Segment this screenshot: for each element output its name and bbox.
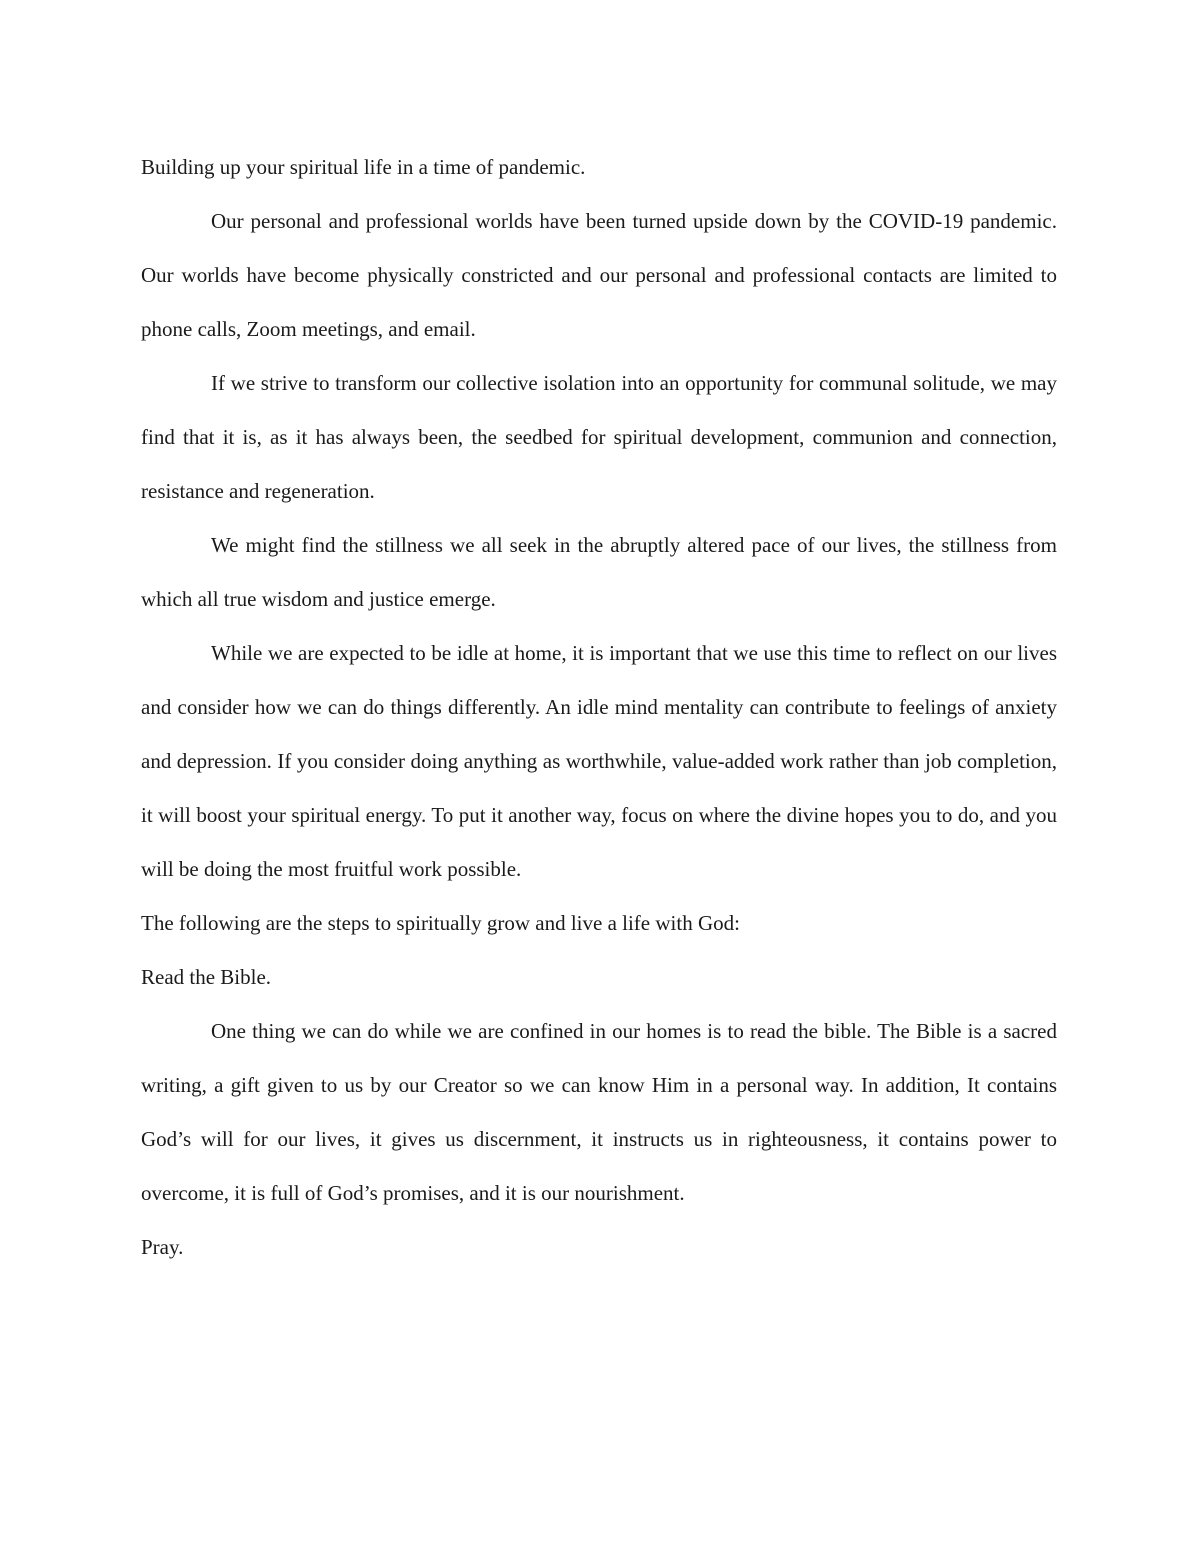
document-title: Building up your spiritual life in a time of pandemic.	[141, 155, 586, 179]
step-1-heading: Read the Bible.	[141, 965, 272, 989]
steps-intro: The following are the steps to spiritually grow and live a life with God:	[141, 911, 740, 935]
step-1-paragraph: One thing we can do while we are confined in our homes is to read the bible. The Bible is a sacred writing, a gift given to us by our Creator so we can know Him in a personal way. In addition, It contains God’s will for our lives, it gives us discernment, it instructs us in righteousness, it contains power to overcome, it is full of God’s promises, and it is our nourishment.	[141, 1019, 1057, 1205]
paragraph-3: We might find the stillness we all seek in the abruptly altered pace of our lives, the stillness from which all true wisdom and justice emerge.	[141, 533, 1057, 611]
document-body	[141, 140, 1057, 1274]
step-2-heading: Pray.	[141, 1235, 184, 1259]
paragraph-2: If we strive to transform our collective isolation into an opportunity for communal solitude, we may find that it is, as it has always been, the seedbed for spiritual development, communion and connection, resistance and regeneration.	[141, 371, 1057, 503]
paragraph-1: Our personal and professional worlds have been turned upside down by the COVID-19 pandemic. Our worlds have become physically constricted and our personal and professional contacts are limited to phone calls, Zoom meetings, and email.	[141, 209, 1057, 341]
paragraph-4: While we are expected to be idle at home, it is important that we use this time to reflect on our lives and consider how we can do things differently. An idle mind mentality can contribute to feelings of anxiety and depression. If you consider doing anything as worthwhile, value-added work rather than job completion, it will boost your spiritual energy. To put it another way, focus on where the divine hopes you to do, and you will be doing the most fruitful work possible.	[141, 641, 1057, 881]
